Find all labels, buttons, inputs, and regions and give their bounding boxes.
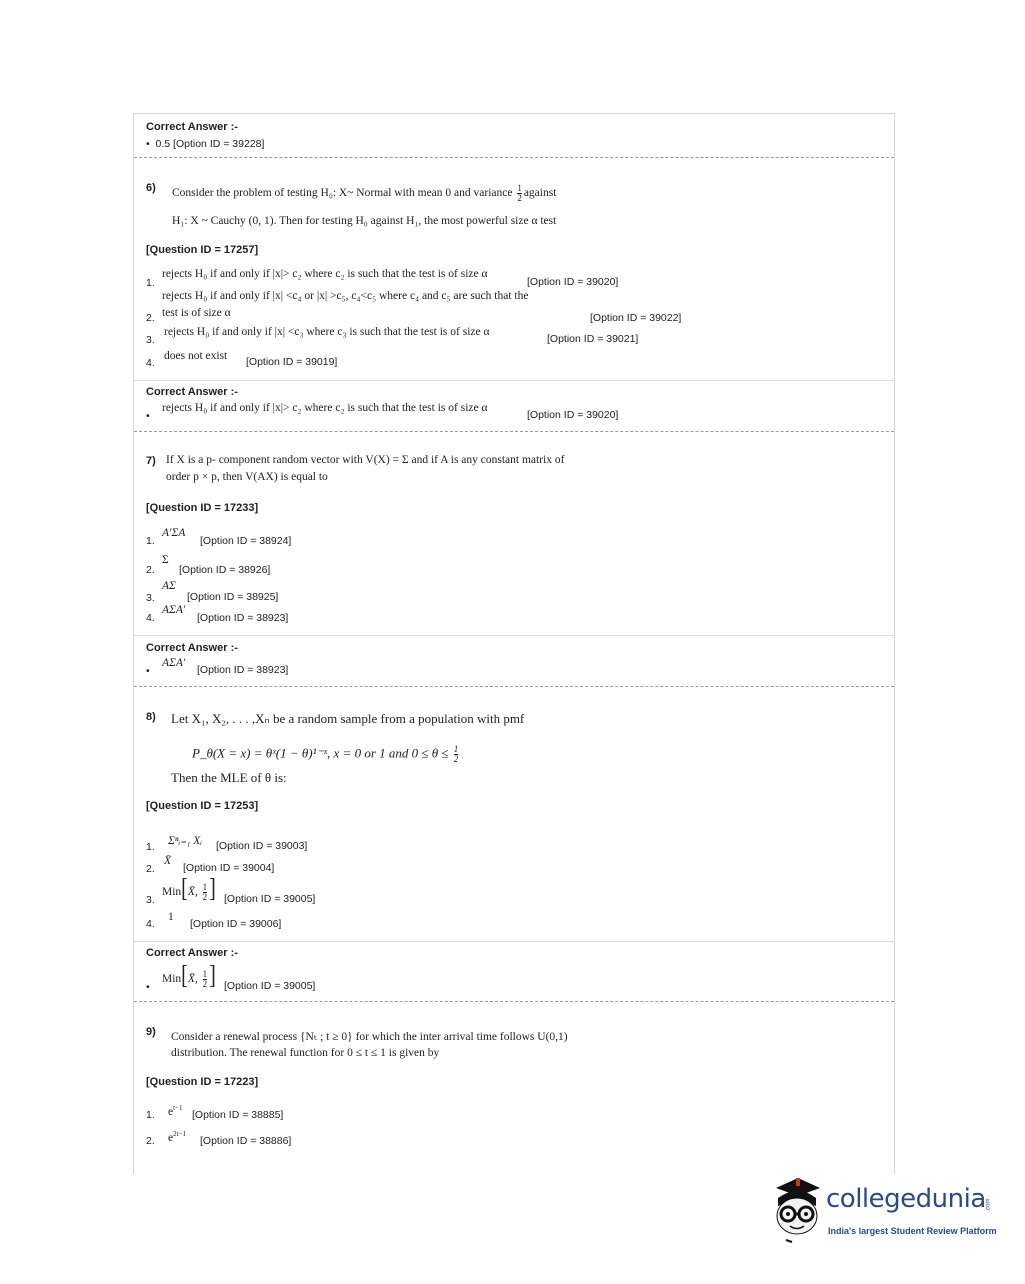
q8-option-3-text: Min[X̄, $\frac{1}{2}$ ] <box>162 874 216 904</box>
student-mascot-icon <box>768 1176 826 1244</box>
q9-text-line1: Consider a renewal process {Nₜ ; t ≥ 0} for which the inter arrival time follows U(0,1) <box>171 1031 568 1043</box>
q9-option-1-id: [Option ID = 38885] <box>192 1109 284 1121</box>
q6-option-3-id: [Option ID = 39021] <box>547 333 639 345</box>
q8-option-2-text: X̄ <box>164 855 172 867</box>
q8-option-2-id: [Option ID = 39004] <box>183 862 275 874</box>
q6-option-3-number: 3. <box>146 334 155 346</box>
q6-option-4-id: [Option ID = 39019] <box>246 356 338 368</box>
divider <box>134 157 894 158</box>
bullet: • <box>146 665 150 677</box>
q7-option-4-id: [Option ID = 38923] <box>197 612 289 624</box>
q8-correct-label: Correct Answer :- <box>146 947 238 959</box>
q7-option-1-id: [Option ID = 38924] <box>200 535 292 547</box>
collegedunia-logo[interactable] <box>768 1176 998 1246</box>
q9-option-1-number: 1. <box>146 1109 155 1121</box>
q7-option-2-text: Σ <box>162 554 169 566</box>
q9-question-id: [Question ID = 17223] <box>146 1076 259 1088</box>
q7-correct-label: Correct Answer :- <box>146 642 238 654</box>
half-fraction: $\frac{1}{2}$ <box>453 744 459 764</box>
q6-text-line2: H₁: X ~ Cauchy (0, 1). Then for testing H₀ against H₁, the most powerful size α test <box>172 215 557 227</box>
q9-option-1-text: $e^{t-1}$ <box>168 1104 183 1118</box>
q8-option-4-number: 4. <box>146 918 155 930</box>
logo-tagline: India's largest Student Review Platform <box>828 1226 997 1236</box>
q8-option-1-text: Σⁿᵢ₌₁ Xᵢ <box>168 835 203 847</box>
q6-number: 6) <box>146 182 156 194</box>
divider <box>134 941 894 942</box>
q8-answer-id: [Option ID = 39005] <box>224 980 316 992</box>
divider <box>134 686 894 687</box>
q6-correct-label: Correct Answer :- <box>146 386 238 398</box>
q5-answer-text: 0.5 [Option ID = 39228] <box>155 138 265 150</box>
q6-option-4-number: 4. <box>146 357 155 369</box>
bullet: • <box>146 410 150 422</box>
bullet: • <box>146 981 150 993</box>
q7-number: 7) <box>146 455 156 467</box>
q6-option-2-text-a: rejects H₀ if and only if |x| <c₄ or |x| >c₅, c₄<c₅ where c₄ and c₅ are such that the <box>162 290 529 302</box>
q7-option-3-text: AΣ <box>162 580 176 592</box>
half-fraction: $\frac{1}{2}$ <box>202 881 208 902</box>
q9-option-2-number: 2. <box>146 1135 155 1147</box>
bullet: • <box>146 138 150 150</box>
q7-option-3-id: [Option ID = 38925] <box>187 591 279 603</box>
q8-number: 8) <box>146 711 156 723</box>
q8-option-1-id: [Option ID = 39003] <box>216 840 308 852</box>
q6-option-1-number: 1. <box>146 277 155 289</box>
q5-answer <box>146 138 264 150</box>
q7-answer-id: [Option ID = 38923] <box>197 664 289 676</box>
q8-option-4-id: [Option ID = 39006] <box>190 918 282 930</box>
q7-option-4-text: AΣA′ <box>162 604 186 616</box>
divider <box>134 635 894 636</box>
q8-option-3-number: 3. <box>146 894 155 906</box>
q6-option-2-number: 2. <box>146 312 155 324</box>
q6-option-2-id: [Option ID = 39022] <box>590 312 682 324</box>
q7-option-2-id: [Option ID = 38926] <box>179 564 271 576</box>
q6-answer-text: rejects H₀ if and only if |x|> c₂ where c₂ is such that the test is of size α <box>162 402 488 414</box>
divider <box>134 431 894 432</box>
q8-formula: P_θ(X = x) = θˣ(1 − θ)¹⁻ˣ, x = 0 or 1 and 0 ≤ θ ≤ $\frac{1}{2}$ <box>192 744 459 764</box>
q5-correct-label: Correct Answer :- <box>146 121 238 133</box>
q7-text-line1: If X is a p- component random vector with V(X) = Σ and if A is any constant matrix of <box>166 454 565 466</box>
q8-text-line3: Then the MLE of θ is: <box>171 770 287 785</box>
q6-option-1-text: rejects H₀ if and only if |x|> c₂ where c₂ is such that the test is of size α <box>162 268 488 280</box>
q8-text-line1: Let X₁, X₂, . . . ,Xₙ be a random sample from a population with pmf <box>171 711 525 726</box>
q6-question-id: [Question ID = 17257] <box>146 244 259 256</box>
q7-answer-text: AΣA′ <box>162 657 186 669</box>
q6-option-3-text: rejects H₀ if and only if |x| <c₃ where c₃ is such that the test is of size α <box>164 326 490 338</box>
logo-wordmark: collegedunia <box>826 1184 986 1214</box>
q7-option-2-number: 2. <box>146 564 155 576</box>
q8-answer-text: Min[X̄, $\frac{1}{2}$ ] <box>162 961 216 991</box>
q9-option-2-text: $e^{2t-1}$ <box>168 1130 187 1144</box>
q7-option-1-text: A′ΣA <box>162 527 186 539</box>
logo-com: .com <box>985 1198 992 1212</box>
divider <box>134 1001 894 1002</box>
q8-question-id: [Question ID = 17253] <box>146 800 259 812</box>
q7-option-4-number: 4. <box>146 612 155 624</box>
q8-option-4-text: 1 <box>168 911 174 923</box>
q7-question-id: [Question ID = 17233] <box>146 502 259 514</box>
q9-number: 9) <box>146 1026 156 1038</box>
q6-option-2-text-b: test is of size α <box>162 307 231 319</box>
q6-text-line1: Consider the problem of testing H₀: X~ Normal with mean 0 and variance $\frac{1}{2}$ against <box>172 183 557 203</box>
half-fraction: $\frac{1}{2}$ <box>202 968 208 989</box>
q8-option-1-number: 1. <box>146 841 155 853</box>
q6-option-1-id: [Option ID = 39020] <box>527 276 619 288</box>
q8-option-2-number: 2. <box>146 863 155 875</box>
q7-text-line2: order p × p, then V(AX) is equal to <box>166 471 328 483</box>
q8-option-3-id: [Option ID = 39005] <box>224 893 316 905</box>
exam-page <box>133 113 895 1174</box>
q7-option-1-number: 1. <box>146 535 155 547</box>
q9-text-line2: distribution. The renewal function for 0 ≤ t ≤ 1 is given by <box>171 1047 440 1059</box>
q6-answer-id: [Option ID = 39020] <box>527 409 619 421</box>
divider <box>134 380 894 381</box>
q7-option-3-number: 3. <box>146 592 155 604</box>
half-fraction: $\frac{1}{2}$ <box>517 183 522 203</box>
q9-option-2-id: [Option ID = 38886] <box>200 1135 292 1147</box>
q6-option-4-text: does not exist <box>164 350 228 362</box>
